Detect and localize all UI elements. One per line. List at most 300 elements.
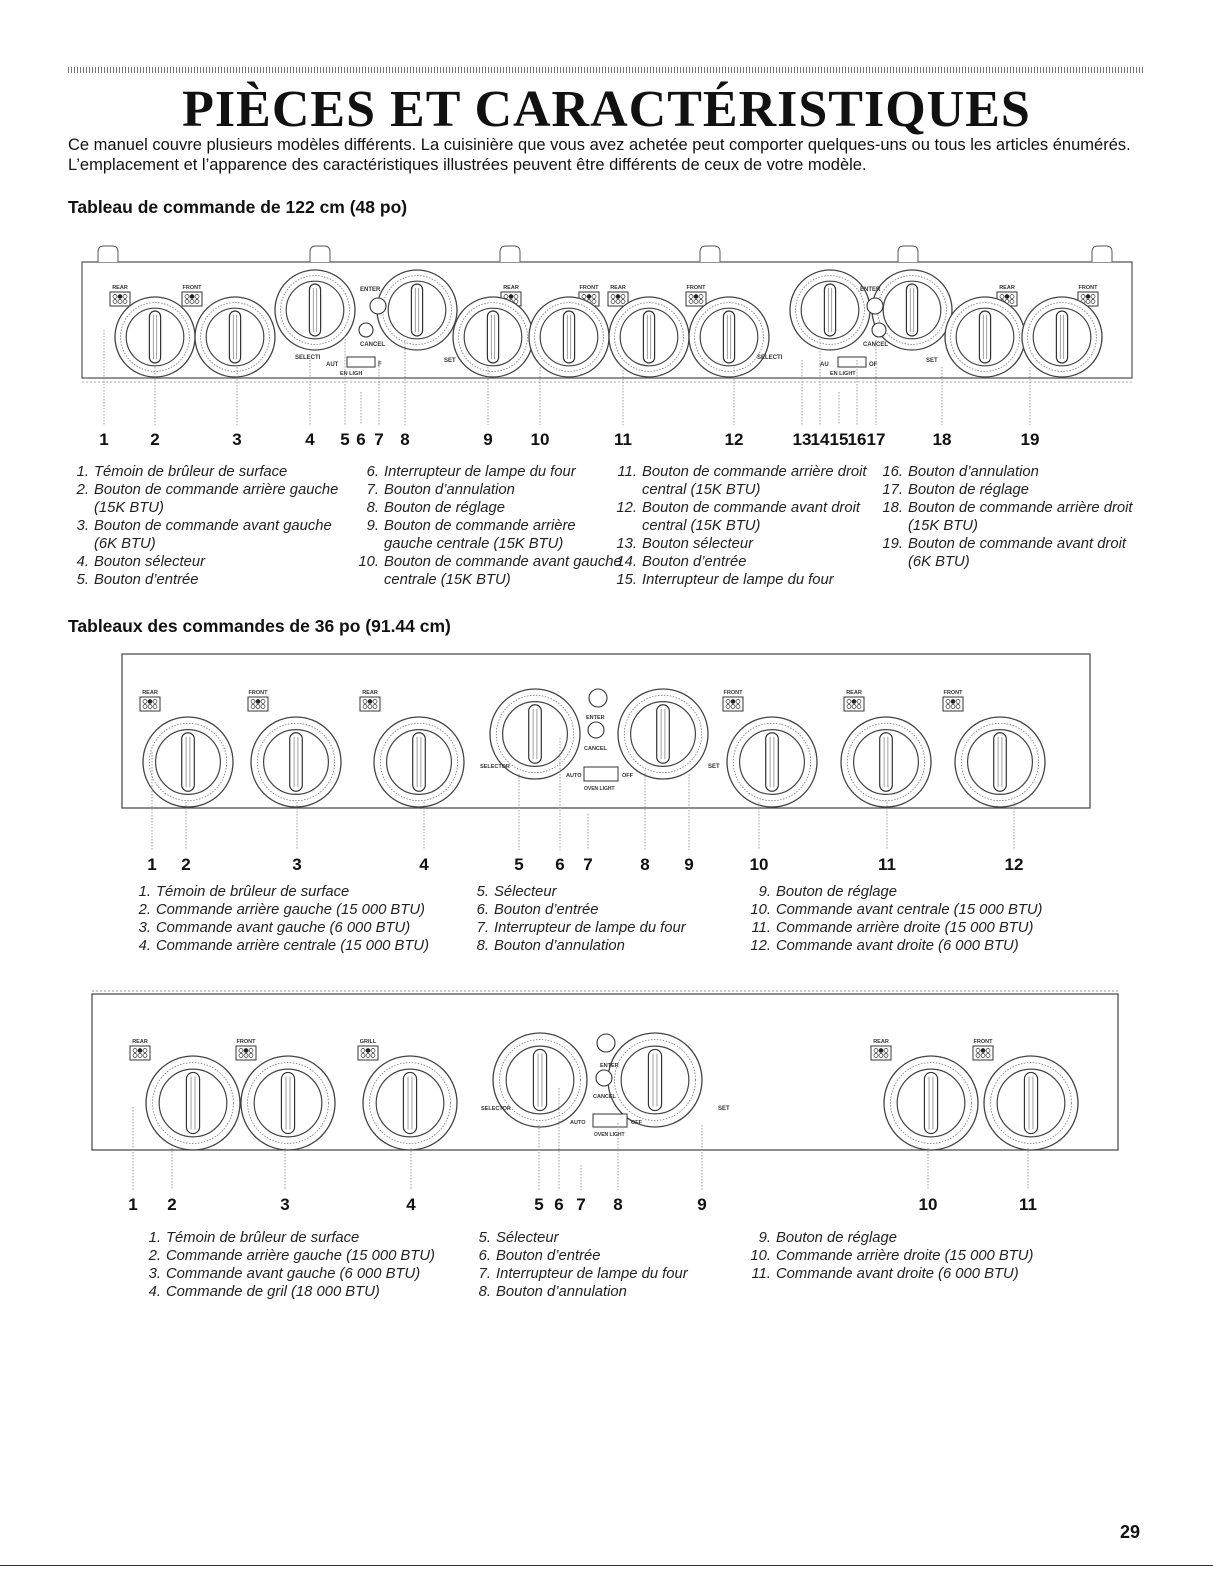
burner-indicator-dot	[694, 295, 698, 299]
legend-item	[358, 463, 623, 481]
legend-item-text: Bouton d’annulation	[908, 464, 1039, 480]
burner-indicator-dot	[261, 705, 265, 709]
burner-indicator-dot	[592, 295, 596, 299]
legend-item	[468, 919, 768, 937]
surface-burner-indicator	[360, 690, 380, 711]
legend-item-text: Interrupteur de lampe du four	[384, 464, 576, 480]
auto-label: AU	[820, 362, 829, 368]
legend-item-text: Bouton de commande arrière droit (15K BTU)	[908, 500, 1133, 534]
burner-indicator-dot	[731, 700, 735, 704]
callout-number: 1	[147, 855, 157, 874]
legend-item	[882, 481, 1152, 499]
legend-item-text: Bouton de réglage	[776, 1230, 897, 1246]
legend-item-number: 4.	[76, 554, 89, 570]
callout-number: 5	[340, 430, 350, 449]
burner-indicator-dot	[361, 1049, 365, 1053]
legend-item	[470, 1265, 770, 1283]
burner-indicator-dot	[143, 705, 147, 709]
knob-grip	[880, 733, 893, 792]
control-knob	[115, 297, 195, 377]
burner-indicator-dot	[185, 295, 189, 299]
control-knob	[251, 717, 341, 807]
control-knob	[955, 717, 1045, 807]
legend-item-text: Commande avant droite (6 000 BTU)	[776, 938, 1019, 954]
oven-light-label: EN LIGH	[340, 371, 363, 377]
legend-item-text: Témoin de brûleur de surface	[156, 884, 350, 900]
burner-indicator-dot	[143, 1054, 147, 1058]
knob-grip	[563, 311, 574, 363]
legend-item-text: Sélecteur	[496, 1230, 559, 1246]
burner-indicator-dot	[857, 700, 861, 704]
panel-mounting-tab	[310, 246, 330, 262]
cancel-label: CANCEL	[863, 342, 888, 348]
burner-tag-label: REAR	[873, 1039, 889, 1045]
burner-tag-label: FRONT	[943, 690, 963, 696]
burner-indicator-dot	[251, 705, 255, 709]
burner-indicator-frame	[844, 697, 864, 711]
legend-item	[358, 499, 623, 517]
cancel-button	[596, 1070, 612, 1086]
burner-indicator-dot	[976, 1054, 980, 1058]
burner-indicator-dot	[956, 705, 960, 709]
burner-indicator-dot	[986, 1049, 990, 1053]
surface-burner-indicator	[943, 690, 963, 711]
knob-grip	[290, 733, 303, 792]
legend-item-number: 6.	[476, 902, 489, 918]
surface-burner-indicator	[871, 1039, 891, 1060]
burner-indicator-dot	[373, 705, 377, 709]
callout-number: 10	[749, 855, 769, 874]
burner-indicator-dot	[621, 295, 625, 299]
legend-item	[750, 901, 1110, 919]
legend-item-text: Bouton d’entrée	[496, 1248, 601, 1264]
legend-item-number: 17.	[882, 482, 903, 498]
callout-number: 13	[792, 430, 812, 449]
burner-indicator-dot	[363, 700, 367, 704]
burner-indicator-frame	[130, 1046, 150, 1060]
auto-label: AUTO	[570, 1120, 586, 1126]
burner-indicator-frame	[182, 292, 202, 306]
callout-number: 7	[576, 1195, 586, 1214]
callout-number: 1	[128, 1195, 138, 1214]
burner-indicator-frame	[358, 1046, 378, 1060]
burner-indicator-dot	[138, 1049, 142, 1053]
control-knob	[872, 270, 952, 350]
panel-mounting-tab	[500, 246, 520, 262]
callout-number: 11	[878, 855, 896, 874]
cancel-label: CANCEL	[360, 342, 385, 348]
legend-item	[358, 481, 623, 499]
callout-number: 8	[640, 855, 650, 874]
legend-item	[130, 901, 475, 919]
legend-item-text: Témoin de brûleur de surface	[94, 464, 288, 480]
knob-grip	[1056, 311, 1067, 363]
burner-indicator-frame	[110, 292, 130, 306]
legend-48-col-4	[882, 463, 1152, 571]
panel-mounting-tab	[700, 246, 720, 262]
legend-item	[470, 1283, 770, 1301]
control-knob	[618, 689, 708, 779]
legend-item-text: Bouton d’annulation	[494, 938, 625, 954]
control-panel-36-diagram	[110, 652, 1100, 877]
off-label: OFF	[622, 773, 633, 779]
burner-indicator-dot	[582, 295, 586, 299]
burner-indicator-dot	[981, 1054, 985, 1058]
callout-number: 6	[554, 1195, 564, 1214]
legend-item-text: Commande arrière droite (15 000 BTU)	[776, 920, 1034, 936]
legend-item-number: 6.	[478, 1248, 491, 1264]
legend-36-grill-col-2	[470, 1229, 770, 1301]
knob-grip	[182, 733, 195, 792]
legend-item-number: 10.	[750, 902, 771, 918]
callout-number: 11	[1019, 1195, 1037, 1214]
legend-item-text: Commande avant centrale (15 000 BTU)	[776, 902, 1043, 918]
legend-item-text: Bouton de commande avant droit central (15K BTU)	[642, 500, 860, 534]
knob-grip	[1024, 1072, 1037, 1133]
burner-indicator-dot	[1091, 295, 1095, 299]
legend-36-grill-col-3	[750, 1229, 1110, 1283]
burner-indicator-dot	[504, 295, 508, 299]
burner-indicator-dot	[133, 1054, 137, 1058]
control-knob	[143, 717, 233, 807]
legend-item-text: Bouton de commande avant gauche (6K BTU)	[94, 518, 332, 552]
callout-number: 5	[534, 1195, 544, 1214]
surface-burner-indicator	[110, 285, 130, 306]
burner-indicator-dot	[884, 1049, 888, 1053]
legend-item-text: Commande de gril (18 000 BTU)	[166, 1284, 380, 1300]
legend-item-number: 5.	[76, 572, 89, 588]
burner-indicator-dot	[736, 700, 740, 704]
legend-item-number: 1.	[138, 884, 151, 900]
control-knob	[493, 1033, 587, 1127]
knob-grip	[229, 311, 240, 363]
oven-light-switch	[584, 767, 618, 781]
legend-item-number: 3.	[138, 920, 151, 936]
legend-item-number: 5.	[478, 1230, 491, 1246]
legend-item	[140, 1229, 485, 1247]
selector-label: SELECTI	[757, 355, 783, 361]
burner-indicator-dot	[368, 705, 372, 709]
callout-number: 7	[374, 430, 384, 449]
control-knob	[1022, 297, 1102, 377]
legend-item-number: 10.	[750, 1248, 771, 1264]
control-knob	[374, 717, 464, 807]
burner-indicator-dot	[946, 705, 950, 709]
burner-indicator-dot	[1081, 295, 1085, 299]
legend-item-number: 3.	[148, 1266, 161, 1282]
burner-indicator-dot	[946, 700, 950, 704]
control-knob	[884, 1056, 978, 1150]
control-panel-48-drawing	[82, 246, 1132, 449]
legend-item	[358, 553, 623, 589]
surface-burner-indicator	[140, 690, 160, 711]
surface-burner-indicator	[973, 1039, 993, 1060]
legend-item-number: 11.	[751, 1266, 771, 1282]
legend-item-number: 9.	[758, 884, 771, 900]
bottom-rule	[0, 1565, 1213, 1566]
burner-indicator-dot	[251, 700, 255, 704]
burner-indicator-dot	[366, 1054, 370, 1058]
off-label: OF	[869, 362, 878, 368]
burner-indicator-dot	[1091, 300, 1095, 304]
legend-item-number: 3.	[76, 518, 89, 534]
legend-item-number: 8.	[366, 500, 379, 516]
burner-tag-label: FRONT	[723, 690, 743, 696]
oven-light-label: OVEN LIGHT	[584, 786, 615, 792]
burner-tag-label: FRONT	[973, 1039, 993, 1045]
legend-item	[616, 535, 886, 553]
burner-indicator-dot	[879, 1049, 883, 1053]
legend-item-text: Sélecteur	[494, 884, 557, 900]
legend-item-text: Commande arrière gauche (15 000 BTU)	[166, 1248, 435, 1264]
legend-item	[616, 499, 886, 535]
burner-indicator-dot	[509, 295, 513, 299]
legend-item-number: 8.	[478, 1284, 491, 1300]
legend-item-number: 2.	[76, 482, 89, 498]
burner-indicator-dot	[956, 700, 960, 704]
callout-number: 10	[530, 430, 550, 449]
burner-indicator-dot	[261, 700, 265, 704]
panel-mounting-tab	[98, 246, 118, 262]
burner-indicator-frame	[608, 292, 628, 306]
knob-grip	[413, 733, 426, 792]
legend-item	[68, 571, 358, 589]
control-knob	[241, 1056, 335, 1150]
control-knob	[984, 1056, 1078, 1150]
burner-tag-label: FRONT	[182, 285, 202, 291]
control-knob	[275, 270, 355, 350]
burner-tag-label: FRONT	[579, 285, 599, 291]
burner-indicator-dot	[981, 1049, 985, 1053]
legend-item-number: 7.	[476, 920, 489, 936]
set-label: SET	[926, 358, 938, 364]
legend-item	[750, 1229, 1110, 1247]
burner-indicator-dot	[874, 1049, 878, 1053]
burner-indicator-dot	[726, 705, 730, 709]
control-panel-36-grill-diagram	[88, 988, 1123, 1218]
burner-indicator-dot	[363, 705, 367, 709]
burner-indicator-dot	[249, 1054, 253, 1058]
burner-indicator-dot	[256, 700, 260, 704]
surface-burner-indicator	[358, 1039, 378, 1060]
legend-48-col-1	[68, 463, 358, 589]
legend-item-number: 4.	[138, 938, 151, 954]
top-rule	[68, 67, 1144, 73]
legend-36-col-3	[750, 883, 1110, 955]
legend-item	[140, 1283, 485, 1301]
surface-burner-indicator	[844, 690, 864, 711]
callout-number: 7	[583, 855, 593, 874]
control-knob	[195, 297, 275, 377]
legend-item	[750, 937, 1110, 955]
legend-item-number: 15.	[616, 572, 637, 588]
legend-item	[882, 463, 1152, 481]
callout-number: 12	[1004, 855, 1024, 874]
burner-indicator-dot	[689, 300, 693, 304]
legend-item-text: Bouton sélecteur	[94, 554, 206, 570]
control-knob	[945, 297, 1025, 377]
burner-indicator-dot	[621, 300, 625, 304]
callout-number: 15	[829, 430, 849, 449]
control-knob	[363, 1056, 457, 1150]
burner-indicator-dot	[143, 1049, 147, 1053]
control-panel-36-drawing	[122, 654, 1090, 874]
legend-item-number: 2.	[138, 902, 151, 918]
legend-36-col-2	[468, 883, 768, 955]
burner-tag-label: REAR	[846, 690, 862, 696]
legend-item-text: Commande arrière gauche (15 000 BTU)	[156, 902, 425, 918]
burner-indicator-dot	[361, 1054, 365, 1058]
selector-label: SELECTI	[295, 355, 321, 361]
burner-tag-label: REAR	[610, 285, 626, 291]
legend-item-number: 13.	[616, 536, 637, 552]
legend-item-text: Bouton d’entrée	[642, 554, 747, 570]
legend-item	[468, 901, 768, 919]
cancel-button	[359, 323, 373, 337]
legend-item-text: Bouton d’entrée	[94, 572, 199, 588]
burner-indicator-dot	[143, 700, 147, 704]
burner-indicator-frame	[686, 292, 706, 306]
legend-item	[130, 919, 475, 937]
burner-indicator-dot	[1000, 295, 1004, 299]
auto-label: AUT	[326, 362, 339, 368]
legend-item	[470, 1229, 770, 1247]
burner-indicator-dot	[874, 1054, 878, 1058]
legend-item	[130, 937, 475, 955]
oven-light-label: OVEN LIGHT	[594, 1132, 625, 1138]
legend-item-number: 7.	[478, 1266, 491, 1282]
knob-grip	[309, 284, 320, 336]
burner-indicator-dot	[190, 300, 194, 304]
legend-item	[616, 463, 886, 499]
legend-item	[140, 1265, 485, 1283]
knob-grip	[723, 311, 734, 363]
burner-tag-label: FRONT	[1078, 285, 1098, 291]
legend-item-text: Bouton de réglage	[776, 884, 897, 900]
legend-item-number: 8.	[476, 938, 489, 954]
callout-number: 3	[280, 1195, 290, 1214]
burner-indicator-dot	[195, 300, 199, 304]
knob-grip	[411, 284, 422, 336]
knob-grip	[824, 284, 835, 336]
burner-tag-label: REAR	[112, 285, 128, 291]
legend-item-number: 5.	[476, 884, 489, 900]
knob-grip	[766, 733, 779, 792]
legend-36-col-1	[130, 883, 475, 955]
burner-indicator-dot	[976, 1049, 980, 1053]
control-knob	[529, 297, 609, 377]
legend-item-text: Bouton de commande arrière droit central (15K BTU)	[642, 464, 867, 498]
legend-item-text: Bouton de commande avant droit (6K BTU)	[908, 536, 1126, 570]
legend-item-text: Commande arrière droite (15 000 BTU)	[776, 1248, 1034, 1264]
burner-indicator-dot	[371, 1049, 375, 1053]
legend-item-number: 9.	[366, 518, 379, 534]
page-number: 29	[1120, 1522, 1141, 1542]
burner-indicator-dot	[1010, 295, 1014, 299]
legend-item-number: 18.	[882, 500, 903, 516]
enter-button	[867, 298, 883, 314]
knob-grip	[529, 705, 542, 764]
knob-grip	[979, 311, 990, 363]
legend-item-text: Bouton d’entrée	[494, 902, 599, 918]
legend-item	[68, 517, 358, 553]
surface-burner-indicator	[248, 690, 268, 711]
set-label: SET	[444, 358, 456, 364]
control-knob	[727, 717, 817, 807]
cancel-button	[588, 722, 604, 738]
surface-burner-indicator	[723, 690, 743, 711]
legend-item	[750, 1265, 1110, 1283]
legend-item-number: 1.	[148, 1230, 161, 1246]
callout-number: 9	[697, 1195, 707, 1214]
panel-mounting-tab	[898, 246, 918, 262]
section-heading-36: Tableaux des commandes de 36 po (91.44 cm)	[68, 616, 451, 636]
legend-item-text: Interrupteur de lampe du four	[642, 572, 834, 588]
burner-tag-label: FRONT	[248, 690, 268, 696]
callout-number: 2	[181, 855, 191, 874]
selector-label: SELECTOR	[481, 1106, 511, 1112]
burner-indicator-dot	[699, 295, 703, 299]
knob-grip	[994, 733, 1007, 792]
legend-item-text: Commande avant gauche (6 000 BTU)	[156, 920, 411, 936]
legend-item	[358, 517, 623, 553]
burner-indicator-dot	[244, 1054, 248, 1058]
legend-48-col-3	[616, 463, 886, 589]
knob-grip	[906, 284, 917, 336]
burner-indicator-dot	[1086, 295, 1090, 299]
burner-indicator-dot	[847, 700, 851, 704]
knob-grip	[403, 1072, 416, 1133]
legend-item-number: 16.	[882, 464, 903, 480]
callout-number: 14	[810, 430, 830, 449]
legend-item	[68, 481, 358, 517]
callout-number: 17	[866, 430, 886, 449]
callout-number: 6	[356, 430, 366, 449]
burner-indicator-dot	[731, 705, 735, 709]
callout-number: 5	[514, 855, 524, 874]
panel-mounting-tab	[1092, 246, 1112, 262]
legend-36-grill	[140, 1229, 1140, 1314]
burner-indicator-dot	[366, 1049, 370, 1053]
burner-indicator-dot	[368, 700, 372, 704]
burner-indicator-frame	[140, 697, 160, 711]
knob-grip	[924, 1072, 937, 1133]
legend-item	[882, 499, 1152, 535]
burner-tag-label: REAR	[132, 1039, 148, 1045]
callout-number: 9	[684, 855, 694, 874]
callout-number: 6	[555, 855, 565, 874]
legend-item-number: 12.	[750, 938, 771, 954]
burner-indicator-dot	[689, 295, 693, 299]
burner-tag-label: REAR	[362, 690, 378, 696]
burner-indicator-dot	[239, 1049, 243, 1053]
burner-indicator-dot	[699, 300, 703, 304]
enter-label: ENTER	[860, 287, 881, 293]
burner-tag-label: REAR	[503, 285, 519, 291]
section-heading-48: Tableau de commande de 122 cm (48 po)	[68, 197, 408, 217]
burner-tag-label: GRILL	[359, 1039, 377, 1045]
callout-number: 12	[724, 430, 744, 449]
legend-36-grill-col-1	[140, 1229, 485, 1301]
legend-item-text: Bouton de réglage	[384, 500, 505, 516]
callout-number: 9	[483, 430, 493, 449]
set-label: SET	[718, 1106, 730, 1112]
oven-light-switch	[347, 357, 375, 367]
burner-indicator-dot	[185, 300, 189, 304]
legend-item-text: Bouton d’annulation	[496, 1284, 627, 1300]
burner-indicator-dot	[148, 705, 152, 709]
legend-item	[750, 919, 1110, 937]
